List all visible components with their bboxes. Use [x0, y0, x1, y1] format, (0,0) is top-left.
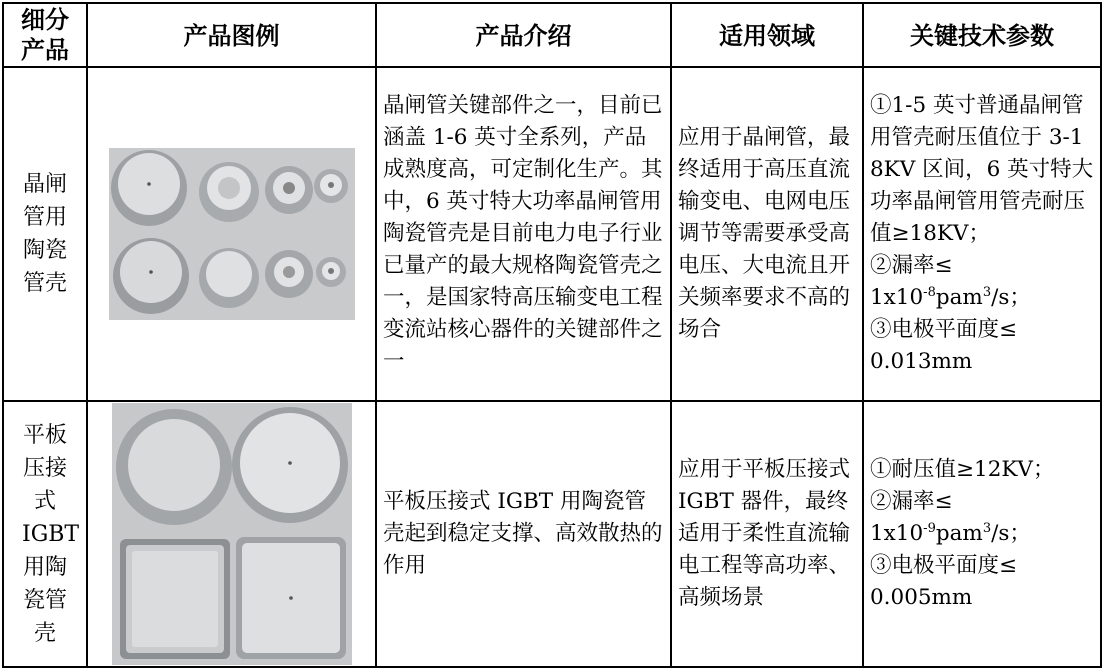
row-field: 应用于平板压接式 IGBT 器件，最终适用于柔性直流输电工程等高功率、高频场景	[671, 401, 863, 667]
param-flatness-label: ③电极平面度≤	[870, 317, 1018, 342]
product-table	[2, 2, 1102, 668]
row-image	[87, 401, 376, 667]
param-voltage: ①1-5 英寸普通晶闸管用管壳耐压值位于 3-18KV 区间，6 英寸特大功率晶闸管用管壳耐压值≥18KV；	[870, 93, 1094, 246]
table-row	[3, 401, 1101, 667]
row-intro: 晶闸管关键部件之一，目前已涵盖 1-6 英寸全系列，产品成熟度高，可定制化生产。其中，6 英寸特大功率晶闸管用陶瓷管壳是目前电力电子行业已量产的最大规格陶瓷管壳之一，是国家特高压输变电工程变流站核心器件的关键部件之一	[376, 67, 671, 401]
param-flatness-value: 0.013mm	[870, 349, 973, 374]
thyristor-housing-photo	[109, 148, 355, 320]
table-row	[3, 67, 1101, 401]
param-leak-label: ②漏率≤	[870, 253, 953, 278]
row-image	[87, 67, 376, 401]
row-params	[863, 67, 1101, 401]
row-category: 平板压接式IGBT用陶瓷管壳	[3, 401, 87, 667]
row-intro: 平板压接式 IGBT 用陶瓷管壳起到稳定支撑、高效散热的作用	[376, 401, 671, 667]
param-flatness-value: 0.005mm	[870, 585, 973, 610]
header-row	[3, 3, 1101, 67]
param-flatness-label: ③电极平面度≤	[870, 553, 1018, 578]
row-category: 晶闸管用陶瓷管壳	[3, 67, 87, 401]
header-field: 适用领域	[671, 3, 863, 67]
param-leak-value: $1x10^{-8}pam^3/s$；	[870, 284, 1031, 310]
row-field: 应用于晶闸管，最终适用于高压直流输变电、电网电压调节等需要承受高电压、大电流且开关频率要求不高的场合	[671, 67, 863, 401]
header-intro: 产品介绍	[376, 3, 671, 67]
param-leak-value: $1x10^{-9}pam^3/s$；	[870, 520, 1031, 546]
row-params	[863, 401, 1101, 667]
header-params: 关键技术参数	[863, 3, 1101, 67]
param-voltage: ①耐压值≥12KV；	[870, 457, 1055, 482]
header-image: 产品图例	[87, 3, 376, 67]
igbt-housing-photo	[112, 403, 352, 665]
param-leak-label: ②漏率≤	[870, 489, 953, 514]
header-category: 细分产品	[3, 3, 87, 67]
